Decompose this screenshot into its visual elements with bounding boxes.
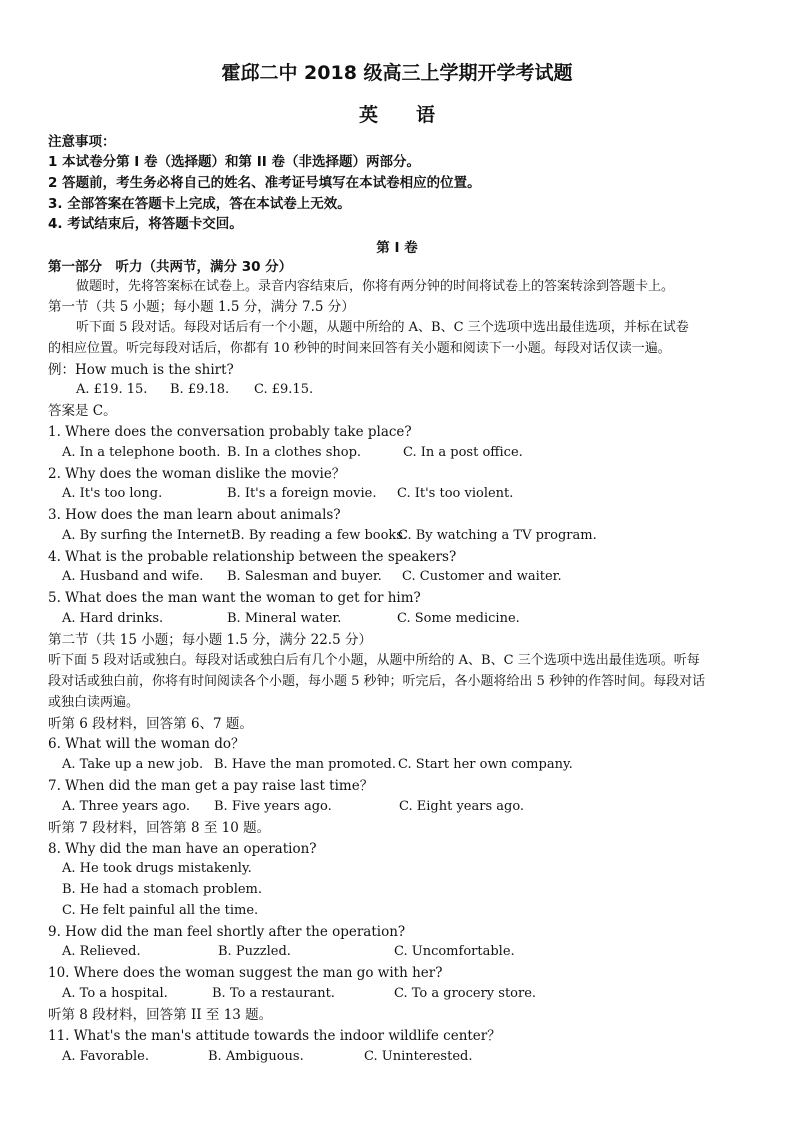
option-b: B. Mineral water. [227,611,342,626]
question-text: 9. How did the man feel shortly after the operation? [48,924,406,940]
option-c: C. Start her own company. [398,757,573,772]
part1-heading: 第一部分 听力（共两节，满分 30 分） [48,259,293,275]
material-label: 听第 7 段材料，回答第 8 至 10 题。 [48,820,271,836]
material-label: 听第 8 段材料，回答第 II 至 13 题。 [48,1007,273,1023]
example-option-b: B. £9.18. [170,382,230,397]
option-c: C. Uncomfortable. [394,944,515,959]
option-a: A. To a hospital. [62,986,168,1001]
option-a: A. It's too long. [62,486,163,501]
section2-intro: 听下面 5 段对话或独白。每段对话或独白后有几个小题，从题中所给的 A、B、C 三个选项中选出最佳选项。听每 [48,653,700,668]
option-a: A. In a telephone booth. [62,445,221,460]
option-b: B. Five years ago. [214,799,332,814]
option-c: C. By watching a TV program. [398,528,597,543]
option-b: B. Puzzled. [218,944,291,959]
question-text: 7. When did the man get a pay raise last time？ [48,778,374,794]
option-b: B. Salesman and buyer. [227,569,382,584]
question-text: 1. Where does the conversation probably take place? [48,424,412,440]
section1-intro: 的相应位置。听完每段对话后，你都有 10 秒钟的时间来回答有关小题和阅读下一小题。每段对话仅读一遍。 [48,341,671,356]
section2-intro: 段对话或独白前，你将有时间阅读各个小题，每小题 5 秒钟；听完后，各小题将给出 5 秒钟的作答时间。每段对话 [48,674,706,689]
question-text: 11. What's the man's attitude towards the indoor wildlife center？ [48,1028,501,1044]
question-text: 6. What will the woman do？ [48,736,245,752]
option-c: C. Customer and waiter. [402,569,562,584]
question-text: 4. What is the probable relationship between the speakers? [48,549,457,565]
volume-title: 第 I 卷 [376,240,418,256]
option-a: A. Relieved. [62,944,141,959]
option-c: C. Some medicine. [397,611,520,626]
note-item: 3. 全部答案在答题卡上完成，答在本试卷上无效。 [48,196,351,212]
question-text: 8. Why did the man have an operation? [48,841,317,857]
subject-title: 英 语 [358,104,435,126]
question-text: 5. What does the man want the woman to get for him? [48,590,421,606]
example-option-c: C. £9.15. [254,382,314,397]
note-item: 1 本试卷分第 I 卷（选择题）和第 II 卷（非选择题）两部分。 [48,154,420,170]
question-text: 3. How does the man learn about animals? [48,507,341,523]
option-c: C. To a grocery store. [394,986,537,1001]
part1-intro: 做题时，先将答案标在试卷上。录音内容结束后，你将有两分钟的时间将试卷上的答案转涂到答题卡上。 [76,279,675,294]
option-c: C. It's too violent. [397,486,514,501]
option-b: B. Ambiguous. [208,1049,304,1064]
note-item: 2 答题前，考生务必将自己的姓名、准考证号填写在本试卷相应的位置。 [48,175,481,191]
option-b: B. By reading a few books. [231,528,408,543]
option-a: A. Favorable. [62,1049,149,1064]
notes-heading: 注意事项： [48,134,116,150]
example-question: 例：How much is the shirt? [48,362,234,378]
option-c: C. Eight years ago. [399,799,525,814]
option-c: C. He felt painful all the time. [62,903,259,918]
option-b: B. It's a foreign movie. [227,486,377,501]
section1-intro: 听下面 5 段对话。每段对话后有一个小题，从题中所给的 A、B、C 三个选项中选出最佳选项，并标在试卷 [76,320,689,335]
example-option-a: A. £19. 15. [76,382,148,397]
option-a: A. Hard drinks. [62,611,164,626]
option-a: A. Husband and wife. [62,569,204,584]
exam-title: 霍邱二中 2018 级高三上学期开学考试题 [221,62,573,84]
question-text: 2. Why does the woman dislike the movie？ [48,466,346,482]
option-b: B. Have the man promoted. [214,757,396,772]
option-a: A. By surfing the Internet. [62,528,235,543]
note-item: 4. 考试结束后，将答题卡交回。 [48,216,243,232]
material-label: 听第 6 段材料，回答第 6、7 题。 [48,716,253,732]
option-b: B. He had a stomach problem. [62,882,263,897]
option-c: C. In a post office. [403,445,523,460]
option-b: B. To a restaurant. [212,986,335,1001]
option-a: A. Take up a new job. [62,757,204,772]
option-a: A. Three years ago. [62,799,191,814]
option-a: A. He took drugs mistakenly. [62,861,252,876]
question-text: 10. Where does the woman suggest the man go with her? [48,965,443,981]
section2-heading: 第二节（共 15 小题；每小题 1.5 分，满分 22.5 分） [48,632,372,648]
option-c: C. Uninterested. [364,1049,473,1064]
section2-intro: 或独白读两遍。 [48,695,140,710]
example-answer: 答案是 C。 [48,403,117,419]
option-b: B. In a clothes shop. [227,445,362,460]
section1-heading: 第一节（共 5 小题；每小题 1.5 分，满分 7.5 分） [48,299,355,315]
